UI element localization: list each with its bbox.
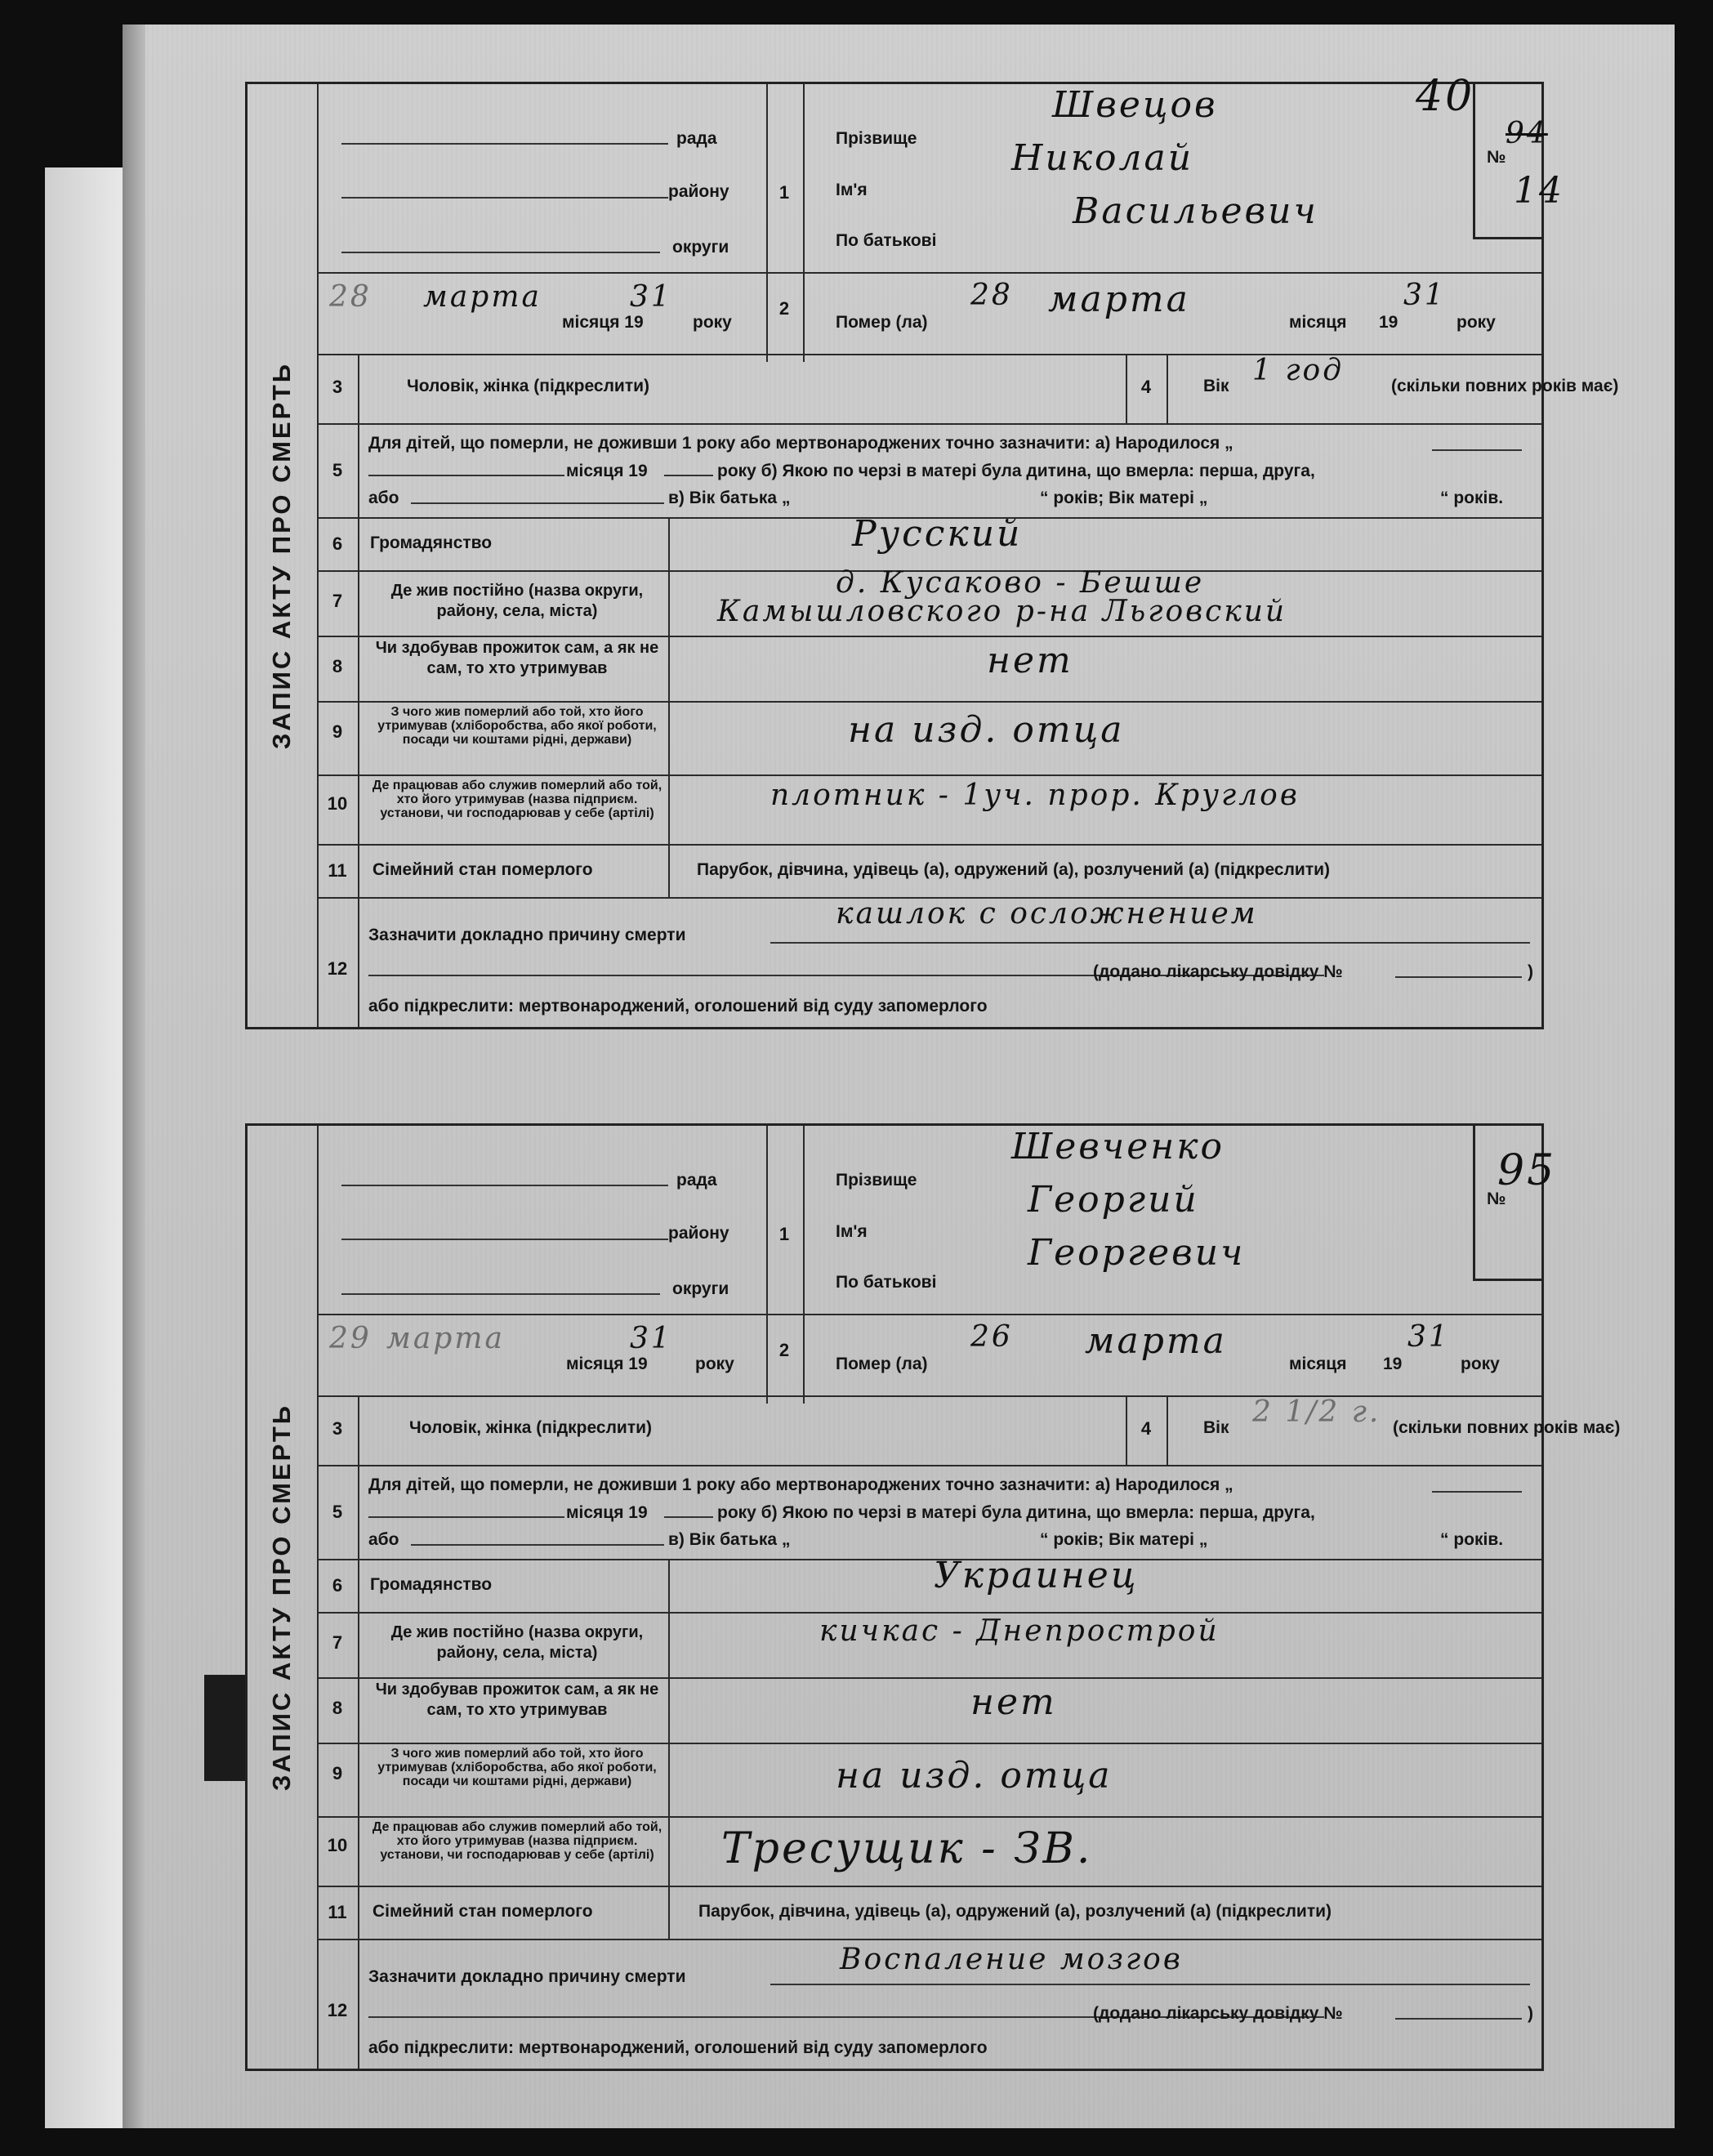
row-line	[317, 1939, 1541, 1940]
row-number: 11	[328, 1902, 347, 1922]
reg-month-label: місяця 19	[562, 313, 644, 332]
row-line	[317, 1677, 1541, 1679]
row-number: 1	[778, 1224, 790, 1244]
residence-label: Де жив постійно (назва округи, району, села, міста)	[390, 582, 644, 620]
workplace-label: Де працював або служив померлий або той, хто його утримував (назва підприєм. установи, чи господарював у себе (артілі)	[372, 1820, 662, 1862]
age-label: Вік	[1203, 1418, 1229, 1437]
rada-label: рада	[676, 1171, 717, 1190]
children-text: Для дітей, що померли, не доживши 1 року або мертвонароджених точно зазначити: а) Народилося „	[368, 434, 1233, 453]
form-side-title: ЗАПИС АКТУ ПРО СМЕРТЬ	[267, 1403, 297, 1792]
row-line	[317, 354, 1541, 355]
children-text: року б) Якою по черзі в матері була дитина, що вмерла: перша, друга,	[717, 462, 1315, 480]
page-edge-tab	[45, 167, 127, 2128]
workplace-value: плотник - 1уч. прор. Круглов	[770, 779, 1300, 812]
row-number: 4	[1140, 1418, 1152, 1439]
reg-month-value: марта	[386, 1322, 505, 1355]
death-month-label: місяця	[1289, 1355, 1347, 1373]
blank-line	[368, 475, 564, 476]
divider	[766, 84, 768, 362]
age-label: Вік	[1203, 377, 1229, 395]
row-line	[317, 1465, 1541, 1466]
death-label: Помер (ла)	[836, 1355, 928, 1373]
row-line	[317, 1612, 1541, 1614]
death-year-prefix: 19	[1379, 313, 1399, 332]
workplace-value: Тресущик - ЗВ.	[721, 1824, 1093, 1873]
row-number: 2	[778, 298, 790, 319]
row-number: 10	[327, 793, 348, 814]
residence-value-2: Камышловского р-на Льговский	[717, 595, 1287, 628]
reg-year-value: 31	[630, 1322, 672, 1355]
cause-value: кашлок с осложнением	[836, 897, 1258, 931]
marital-options: Парубок, дівчина, удівець (а), одружений (а), розлучений (а) (підкреслити)	[697, 860, 1331, 879]
okruhy-label: округи	[672, 238, 729, 257]
death-year-value: 31	[1403, 279, 1446, 312]
blank-line	[664, 475, 713, 476]
stillborn-label: або підкреслити: мертвонароджений, оголошений від суду запомерлого	[368, 997, 988, 1016]
name-value: Николай	[1011, 137, 1194, 179]
blank-line	[341, 252, 660, 253]
row-number: 11	[328, 860, 347, 881]
children-text: Для дітей, що померли, не доживши 1 року або мертвонароджених точно зазначити: а) Народилося „	[368, 1475, 1233, 1494]
okruhy-label: округи	[672, 1279, 729, 1298]
name-value: Георгий	[1028, 1179, 1199, 1221]
blank-line	[368, 1516, 564, 1518]
death-record-form-1	[245, 72, 1619, 1029]
divider	[358, 1395, 359, 2069]
self-support-value: нет	[987, 640, 1073, 681]
divider	[803, 84, 805, 362]
reg-day-value: 29	[329, 1322, 372, 1355]
self-support-value: нет	[970, 1681, 1057, 1723]
children-text: “ років.	[1440, 1530, 1504, 1549]
death-record-form-2	[245, 1123, 1621, 2071]
divider	[317, 84, 319, 1027]
row-number: 12	[327, 958, 348, 979]
row-number: 8	[332, 656, 343, 676]
children-text: або	[368, 489, 399, 507]
reg-month-label: місяця 19	[566, 1355, 648, 1373]
surname-label: Прізвище	[836, 129, 917, 148]
record-number-corner: 14	[1514, 170, 1564, 212]
divider	[1167, 1395, 1168, 1465]
certificate-label: (додано лікарську довідку №	[1093, 962, 1343, 981]
row-number: 3	[332, 1418, 343, 1439]
stillborn-label: або підкреслити: мертвонароджений, оголошений від суду запомерлого	[368, 2038, 988, 2057]
form-side-title: ЗАПИС АКТУ ПРО СМЕРТЬ	[267, 361, 297, 750]
reg-month-value: марта	[423, 280, 542, 314]
divider	[803, 1126, 805, 1404]
citizenship-label: Громадянство	[370, 533, 493, 552]
patronymic-label: По батькові	[836, 231, 937, 250]
marital-label: Сімейний стан померлого	[372, 860, 593, 879]
residence-value-1: кичкас - Днепрострой	[819, 1614, 1220, 1648]
self-support-label: Чи здобував прожиток сам, а як не сам, то хто утримував	[375, 639, 659, 677]
livelihood-label: З чого жив померлий або той, хто його утримував (хліборобства, або якої роботи, посади чи коштами рідні, держави)	[377, 705, 657, 747]
blank-line	[341, 1293, 660, 1295]
row-number: 9	[332, 721, 343, 742]
children-text: місяця 19	[566, 1503, 648, 1522]
record-number-top: 95	[1497, 1146, 1557, 1195]
surname-value: Швецов	[1052, 84, 1218, 126]
marital-options: Парубок, дівчина, удівець (а), одружений (а), розлучений (а) (підкреслити)	[698, 1902, 1332, 1921]
blank-line	[770, 1984, 1530, 1985]
death-month-value: марта	[1048, 279, 1190, 320]
number-box	[1473, 84, 1544, 239]
residence-label: Де жив постійно (назва округи, району, села, міста)	[390, 1623, 644, 1662]
death-year-label: року	[1456, 313, 1496, 332]
children-text: або	[368, 1530, 399, 1549]
blank-line	[341, 1239, 668, 1240]
row-line	[317, 1743, 1541, 1744]
number-sign: №	[1487, 148, 1506, 167]
paren-close: )	[1528, 962, 1533, 981]
rada-label: рада	[676, 129, 717, 148]
record-number-top: 40	[1416, 72, 1475, 121]
self-support-label: Чи здобував прожиток сам, а як не сам, то хто утримував	[375, 1681, 659, 1719]
row-number: 12	[327, 2000, 348, 2020]
row-line	[317, 701, 1541, 703]
marital-label: Сімейний стан померлого	[372, 1902, 593, 1921]
citizenship-value: Русский	[852, 513, 1023, 555]
blank-line	[1432, 1491, 1522, 1493]
reg-day-value: 28	[329, 280, 372, 314]
binding-mark	[204, 1675, 245, 1781]
rayonu-label: району	[668, 182, 729, 201]
children-text: “ років; Вік матері „	[1040, 489, 1208, 507]
row-number: 3	[332, 377, 343, 397]
patronymic-label: По батькові	[836, 1273, 937, 1292]
divider	[1126, 354, 1127, 423]
workplace-label: Де працював або служив померлий або той, хто його утримував (назва підприєм. установи, чи господарював у себе (артілі)	[372, 779, 662, 820]
row-line	[317, 1314, 1541, 1315]
blank-line	[411, 1544, 664, 1546]
children-text: в) Вік батька „	[668, 489, 791, 507]
row-number: 2	[778, 1340, 790, 1360]
row-line	[317, 423, 1541, 425]
surname-value: Шевченко	[1011, 1126, 1225, 1167]
blank-line	[770, 942, 1530, 944]
surname-label: Прізвище	[836, 1171, 917, 1190]
children-text: “ років.	[1440, 489, 1504, 507]
name-label: Ім'я	[836, 181, 868, 199]
sex-label: Чоловік, жінка (підкреслити)	[409, 1418, 653, 1437]
patronymic-value: Васильевич	[1073, 190, 1318, 232]
divider	[766, 1126, 768, 1404]
name-label: Ім'я	[836, 1222, 868, 1241]
blank-line	[411, 502, 664, 504]
death-label: Помер (ла)	[836, 313, 928, 332]
age-value: 2 1/2 г.	[1252, 1395, 1381, 1429]
sex-label: Чоловік, жінка (підкреслити)	[407, 377, 650, 395]
page-shadow	[123, 25, 145, 2128]
cause-label: Зазначити докладно причину смерти	[368, 926, 686, 944]
cause-value: Воспаление мозгов	[840, 1943, 1183, 1976]
row-number: 7	[332, 591, 343, 611]
row-number: 6	[332, 533, 343, 554]
citizenship-label: Громадянство	[370, 1575, 493, 1594]
scan-border	[1675, 0, 1713, 2156]
children-text: місяця 19	[566, 462, 648, 480]
children-text: “ років; Вік матері „	[1040, 1530, 1208, 1549]
divider	[1167, 354, 1168, 423]
citizenship-value: Украинец	[934, 1555, 1139, 1596]
age-note: (скільки повних років має)	[1393, 1418, 1621, 1437]
divider	[358, 354, 359, 1027]
reg-year-value: 31	[630, 280, 672, 314]
blank-line	[341, 1185, 668, 1186]
row-number: 8	[332, 1698, 343, 1718]
record-number-struck: 94	[1506, 117, 1548, 150]
death-day-value: 28	[970, 279, 1013, 312]
row-line	[317, 272, 1541, 274]
row-number: 7	[332, 1632, 343, 1653]
divider	[668, 517, 670, 897]
row-line	[317, 844, 1541, 846]
blank-line	[341, 143, 668, 145]
age-value: 1 год	[1252, 354, 1345, 387]
death-month-label: місяця	[1289, 313, 1347, 332]
patronymic-value: Георгевич	[1028, 1232, 1246, 1274]
row-line	[317, 636, 1541, 637]
blank-line	[664, 1516, 713, 1518]
number-sign: №	[1487, 1190, 1506, 1208]
divider	[668, 1559, 670, 1939]
paren-close: )	[1528, 2004, 1533, 2023]
row-line	[317, 1816, 1541, 1818]
livelihood-value: на изд. отца	[836, 1755, 1113, 1797]
livelihood-value: на изд. отца	[848, 709, 1125, 751]
row-number: 5	[332, 1502, 343, 1522]
cause-label: Зазначити докладно причину смерти	[368, 1967, 686, 1986]
reg-year-label: року	[695, 1355, 734, 1373]
age-note: (скільки повних років має)	[1391, 377, 1619, 395]
divider	[1126, 1395, 1127, 1465]
reg-year-label: року	[693, 313, 732, 332]
residence-value-1: д. Кусаково - Бешше	[836, 566, 1205, 600]
row-line	[317, 1559, 1541, 1560]
certificate-label: (додано лікарську довідку №	[1093, 2004, 1343, 2023]
row-number: 10	[327, 1835, 348, 1855]
divider	[317, 1126, 319, 2069]
blank-line	[1432, 449, 1522, 451]
death-day-value: 26	[970, 1320, 1013, 1354]
blank-line	[1395, 976, 1522, 978]
children-text: в) Вік батька „	[668, 1530, 791, 1549]
row-line	[317, 1886, 1541, 1887]
blank-line	[341, 197, 668, 199]
rayonu-label: району	[668, 1224, 729, 1243]
row-number: 4	[1140, 377, 1152, 397]
row-line	[317, 774, 1541, 776]
row-number: 6	[332, 1575, 343, 1596]
death-year-label: року	[1461, 1355, 1500, 1373]
row-number: 1	[778, 182, 790, 203]
children-text: року б) Якою по черзі в матері була дитина, що вмерла: перша, друга,	[717, 1503, 1315, 1522]
row-number: 5	[332, 460, 343, 480]
death-month-value: марта	[1085, 1320, 1227, 1362]
livelihood-label: З чого жив померлий або той, хто його утримував (хліборобства, або якої роботи, посади чи коштами рідні, держави)	[377, 1747, 657, 1788]
death-year-prefix: 19	[1383, 1355, 1403, 1373]
blank-line	[1395, 2018, 1522, 2020]
row-number: 9	[332, 1763, 343, 1783]
death-year-value: 31	[1407, 1320, 1450, 1354]
